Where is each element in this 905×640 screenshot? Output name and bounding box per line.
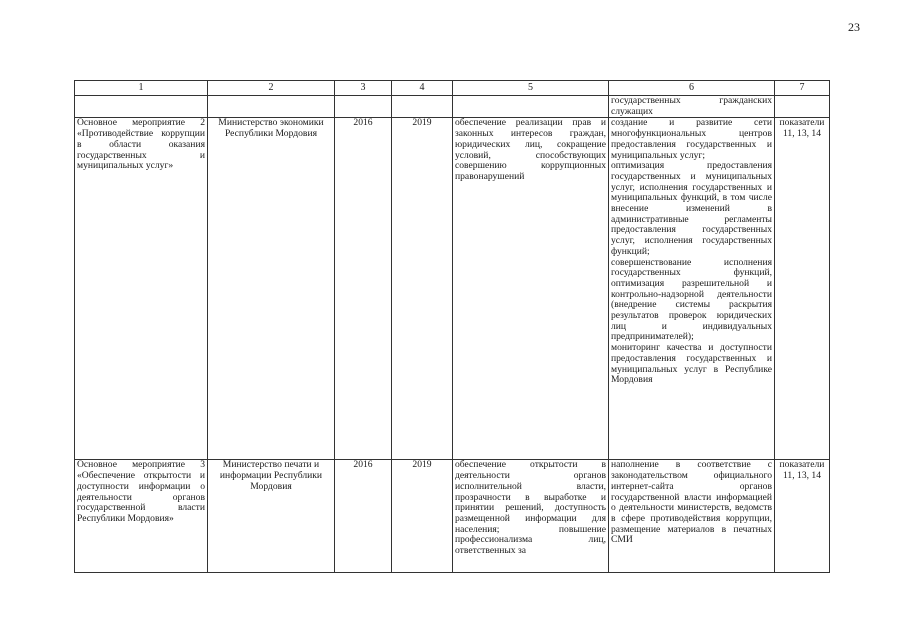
cell-empty [75,96,208,118]
cell-executor: Министерство печати и информации Республики Мордовия [208,460,335,573]
col-header-2: 2 [208,81,335,96]
table-row [75,460,830,573]
cell-content [609,460,775,573]
cell-empty [208,96,335,118]
cell-end-year: 2019 [392,118,453,460]
cell-content [609,118,775,460]
content-item: совершенствование исполнения государственных функций, оптимизация разрешительной и контрольно-надзорной деятельности (внедрение системы раскрытия результатов проверок юридических лиц и индивидуальных предпринимателей); [611,256,772,343]
cell-content-continuation: государственных гражданских служащих [609,96,775,118]
col-header-5: 5 [453,81,609,96]
table-row-continuation [75,96,830,118]
program-measures-table [74,80,830,573]
cell-empty [775,96,830,118]
content-item: наполнение в соответствие с законодательством официального интернет-сайта органов государственной власти информацией о деятельности министерств, ведомств в сфере противодействия коррупции, размещение материалов в печатных СМИ [611,459,772,546]
col-header-3: 3 [335,81,392,96]
col-header-6: 6 [609,81,775,96]
cell-empty [392,96,453,118]
cell-indicators: показатели 11, 13, 14 [775,118,830,460]
cell-measure: Основное мероприятие 2 «Противодействие коррупции в области оказания государственных и муниципальных услуг» [75,118,208,460]
cell-measure: Основное мероприятие 3 «Обеспечение открытости и доступности информации о деятельности органов государственной власти Республики Мордовия» [75,460,208,573]
page-number: 23 [848,20,860,34]
content-item: мониторинг качества и доступности предоставления государственных и муниципальных услуг в Республике Мордовия [611,342,772,386]
table-row [75,118,830,460]
cell-expected-result: обеспечение открытости в деятельности органов исполнительной власти, прозрачности в выработке и принятии решений, доступность размещенной информации для населения; повышение профессионализма лиц, ответственных за [453,460,609,573]
cell-end-year: 2019 [392,460,453,573]
cell-expected-result: обеспечение реализации прав и законных интересов граждан, юридических лиц, сокращение условий, способствующих совершению коррупционных правонарушений [453,118,609,460]
content-item: создание и развитие сети многофункциональных центров предоставления государственных и муниципальных услуг; [611,117,772,161]
content-item: оптимизация предоставления государственных и муниципальных услуг, исполнения государственных и муниципальных функций, в том числе внесение изменений в административные регламенты предоставления государственных услуг, исполнения государственных функций; [611,160,772,257]
col-header-1: 1 [75,81,208,96]
cell-start-year: 2016 [335,118,392,460]
cell-empty [335,96,392,118]
col-header-4: 4 [392,81,453,96]
column-number-row [75,81,830,96]
cell-empty [453,96,609,118]
cell-executor: Министерство экономики Республики Мордовия [208,118,335,460]
cell-indicators: показатели 11, 13, 14 [775,460,830,573]
col-header-7: 7 [775,81,830,96]
cell-start-year: 2016 [335,460,392,573]
